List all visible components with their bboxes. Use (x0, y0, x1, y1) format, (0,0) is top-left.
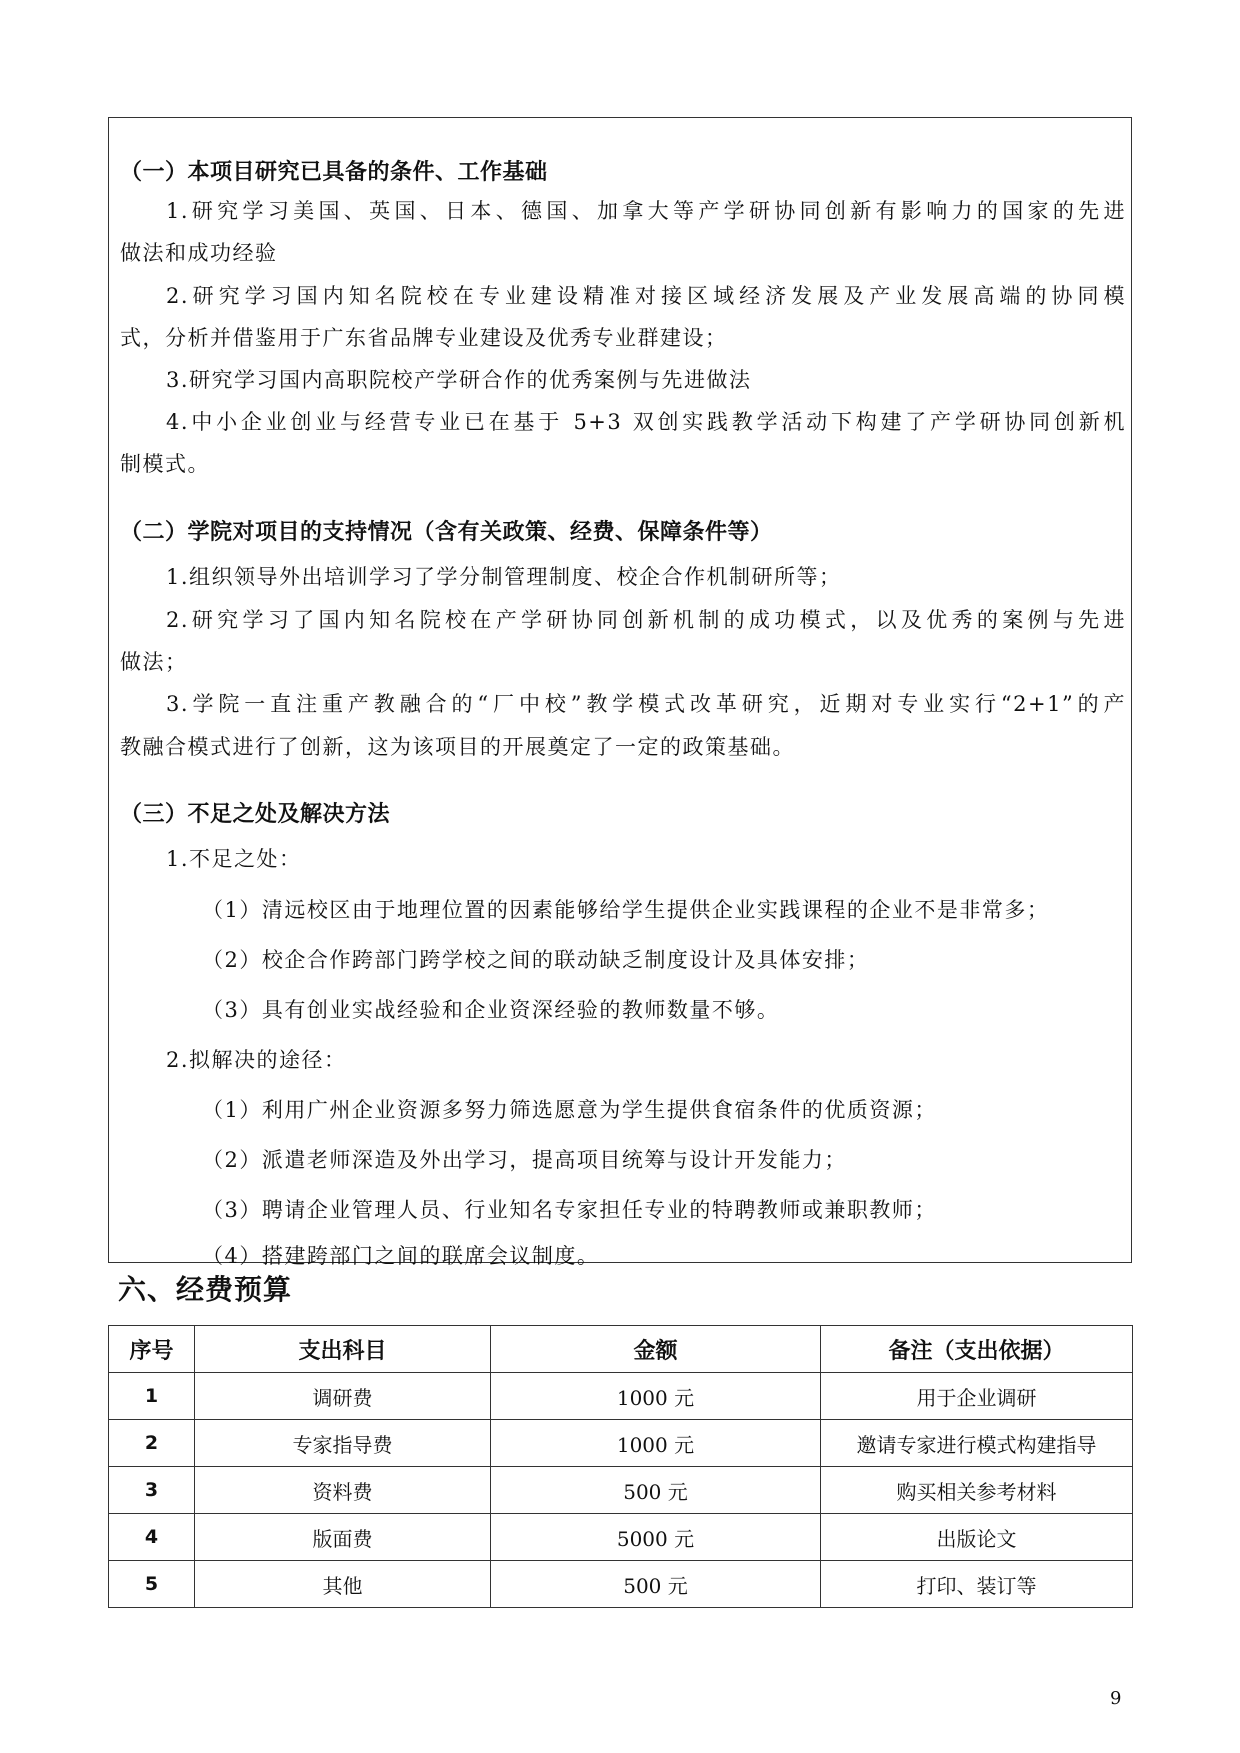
section-1-line-3: 2.研究学习国内知名院校在专业建设精准对接区域经济发展及产业发展高端的协同模 (166, 284, 1126, 308)
row-amount: 500 元 (491, 1467, 821, 1514)
section-3-line-3: （2）校企合作跨部门跨学校之间的联动缺乏制度设计及具体安排； (202, 948, 870, 972)
header-item: 支出科目 (195, 1326, 491, 1373)
section-2-heading: （二）学院对项目的支持情况（含有关政策、经费、保障条件等） (120, 520, 773, 545)
table-row (109, 1420, 1133, 1467)
section-3-line-5: 2.拟解决的途径： (166, 1048, 347, 1072)
section-2-line-5: 教融合模式进行了创新，这为该项目的开展奠定了一定的政策基础。 (120, 735, 795, 759)
row-index: 3 (109, 1467, 195, 1514)
table-row (109, 1561, 1133, 1608)
row-item: 版面费 (195, 1514, 491, 1561)
section-3-heading: （三）不足之处及解决方法 (120, 802, 391, 827)
section-3-line-8: （3）聘请企业管理人员、行业知名专家担任专业的特聘教师或兼职教师； (202, 1198, 937, 1222)
row-index: 1 (109, 1373, 195, 1420)
page-number: 9 (1110, 1688, 1122, 1709)
row-note: 邀请专家进行模式构建指导 (821, 1420, 1133, 1467)
section-2-line-4: 3.学院一直注重产教融合的“厂中校”教学模式改革研究，近期对专业实行“2+1”的产 (166, 692, 1126, 716)
header-index: 序号 (109, 1326, 195, 1373)
row-note: 购买相关参考材料 (821, 1467, 1133, 1514)
row-index: 2 (109, 1420, 195, 1467)
section-3-line-2: （1）清远校区由于地理位置的因素能够给学生提供企业实践课程的企业不是非常多； (202, 898, 1050, 922)
budget-table (108, 1325, 1133, 1608)
row-amount: 1000 元 (491, 1420, 821, 1467)
section-2-line-3: 做法； (120, 650, 188, 674)
row-amount: 500 元 (491, 1561, 821, 1608)
section-1-line-7: 制模式。 (120, 452, 210, 476)
row-note: 用于企业调研 (821, 1373, 1133, 1420)
row-amount: 1000 元 (491, 1373, 821, 1420)
section-1-line-4: 式，分析并借鉴用于广东省品牌专业建设及优秀专业群建设； (120, 326, 728, 350)
budget-header-row (109, 1326, 1133, 1373)
section-1-heading: （一）本项目研究已具备的条件、工作基础 (120, 160, 548, 185)
table-row (109, 1467, 1133, 1514)
section-1-line-5: 3.研究学习国内高职院校产学研合作的优秀案例与先进做法 (166, 368, 752, 392)
section-1-line-6: 4.中小企业创业与经营专业已在基于 5+3 双创实践教学活动下构建了产学研协同创新机 (166, 410, 1126, 434)
budget-title: 六、经费预算 (118, 1273, 293, 1306)
table-row (109, 1514, 1133, 1561)
section-2-line-2: 2.研究学习了国内知名院校在产学研协同创新机制的成功模式，以及优秀的案例与先进 (166, 608, 1126, 632)
section-1-line-2: 做法和成功经验 (120, 241, 278, 265)
section-3-line-4: （3）具有创业实战经验和企业资深经验的教师数量不够。 (202, 998, 780, 1022)
section-3-line-9: （4）搭建跨部门之间的联席会议制度。 (202, 1244, 600, 1268)
table-row (109, 1373, 1133, 1420)
row-note: 打印、装订等 (821, 1561, 1133, 1608)
section-2-line-1: 1.组织领导外出培训学习了学分制管理制度、校企合作机制研所等； (166, 565, 842, 589)
section-3-line-1: 1.不足之处： (166, 847, 302, 871)
row-item: 专家指导费 (195, 1420, 491, 1467)
row-note: 出版论文 (821, 1514, 1133, 1561)
section-1-line-1: 1.研究学习美国、英国、日本、德国、加拿大等产学研协同创新有影响力的国家的先进 (166, 199, 1126, 223)
row-item: 其他 (195, 1561, 491, 1608)
row-index: 5 (109, 1561, 195, 1608)
section-3-line-7: （2）派遣老师深造及外出学习，提高项目统筹与设计开发能力； (202, 1148, 847, 1172)
row-item: 资料费 (195, 1467, 491, 1514)
section-3-line-6: （1）利用广州企业资源多努力筛选愿意为学生提供食宿条件的优质资源； (202, 1098, 937, 1122)
row-index: 4 (109, 1514, 195, 1561)
row-amount: 5000 元 (491, 1514, 821, 1561)
header-note: 备注（支出依据） (821, 1326, 1133, 1373)
header-amount: 金额 (491, 1326, 821, 1373)
row-item: 调研费 (195, 1373, 491, 1420)
